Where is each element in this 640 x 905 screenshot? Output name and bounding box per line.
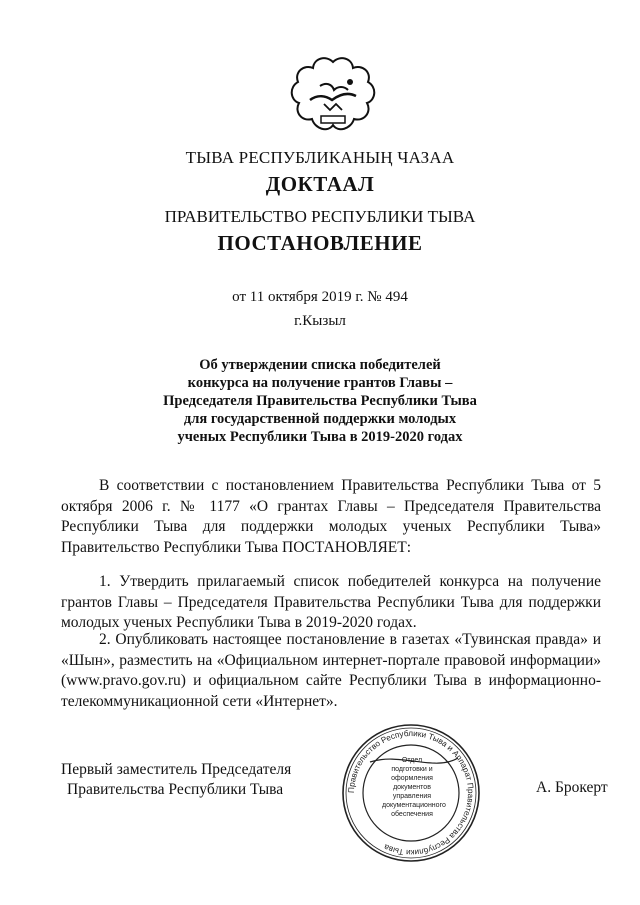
title-line: для государственной поддержки молодых xyxy=(183,411,457,427)
document-title xyxy=(0,356,640,446)
preamble-paragraph xyxy=(61,476,601,558)
stamp-ring-text: Правительство Республики Тыва и Аппарат Правительства Республики Тыва xyxy=(346,728,476,858)
document-city: г.Кызыл xyxy=(294,313,346,329)
signatory-name: А. Брокерт xyxy=(536,779,608,796)
document-date: от 11 октября 2019 г. № 494 xyxy=(232,289,408,305)
signatory-position xyxy=(61,760,291,800)
title-line: ученых Республики Тыва в 2019-2020 годах xyxy=(177,429,463,445)
tuva-document-type: ДОКТААЛ xyxy=(265,172,375,196)
government-title: ПРАВИТЕЛЬСТВО РЕСПУБЛИКИ ТЫВА xyxy=(164,207,476,226)
title-line: конкурса на получение грантов Главы – xyxy=(187,375,453,391)
title-line: Председателя Правительства Республики Тыва xyxy=(163,393,477,409)
clause-1-paragraph xyxy=(61,572,601,634)
title-line: Об утверждении списка победителей xyxy=(199,357,441,373)
paragraph-text: 1. Утвердить прилагаемый список победителей конкурса на получение грантов Главы – Председателя Правительства Республики Тыва для поддержки молодых ученых Республики Тыва в 2019-2020 годах. xyxy=(61,573,601,631)
tuva-government-title: ТЫВА РЕСПУБЛИКАНЫҢ ЧАЗАА xyxy=(185,148,455,167)
document-type: ПОСТАНОВЛЕНИЕ xyxy=(217,231,423,255)
tuva-emblem-icon xyxy=(290,56,376,140)
stamp-inner-text: Отдел подготовки и оформления документов управления документационного обеспечения xyxy=(382,757,446,818)
position-line: Правительства Республики Тыва xyxy=(67,781,284,798)
paragraph-text: 2. Опубликовать настоящее постановление в газетах «Тувинская правда» и «Шын», разместить на «Официальном интернет-портале правовой информации» (www.pravo.gov.ru) и официальном сайте Республики Тыва в информационно-телекоммуникационной сети «Интернет». xyxy=(61,631,601,710)
clause-2-paragraph xyxy=(61,630,601,712)
position-line: Первый заместитель Председателя xyxy=(61,761,292,778)
paragraph-text: В соответствии с постановлением Правительства Республики Тыва от 5 октября 2006 г. № 1177 «О грантах Главы – Председателя Правительства Республики Тыва для поддержки молодых ученых Республики Тыва» Правительство Республики Тыва ПОСТАНОВЛЯЕТ: xyxy=(61,477,601,556)
